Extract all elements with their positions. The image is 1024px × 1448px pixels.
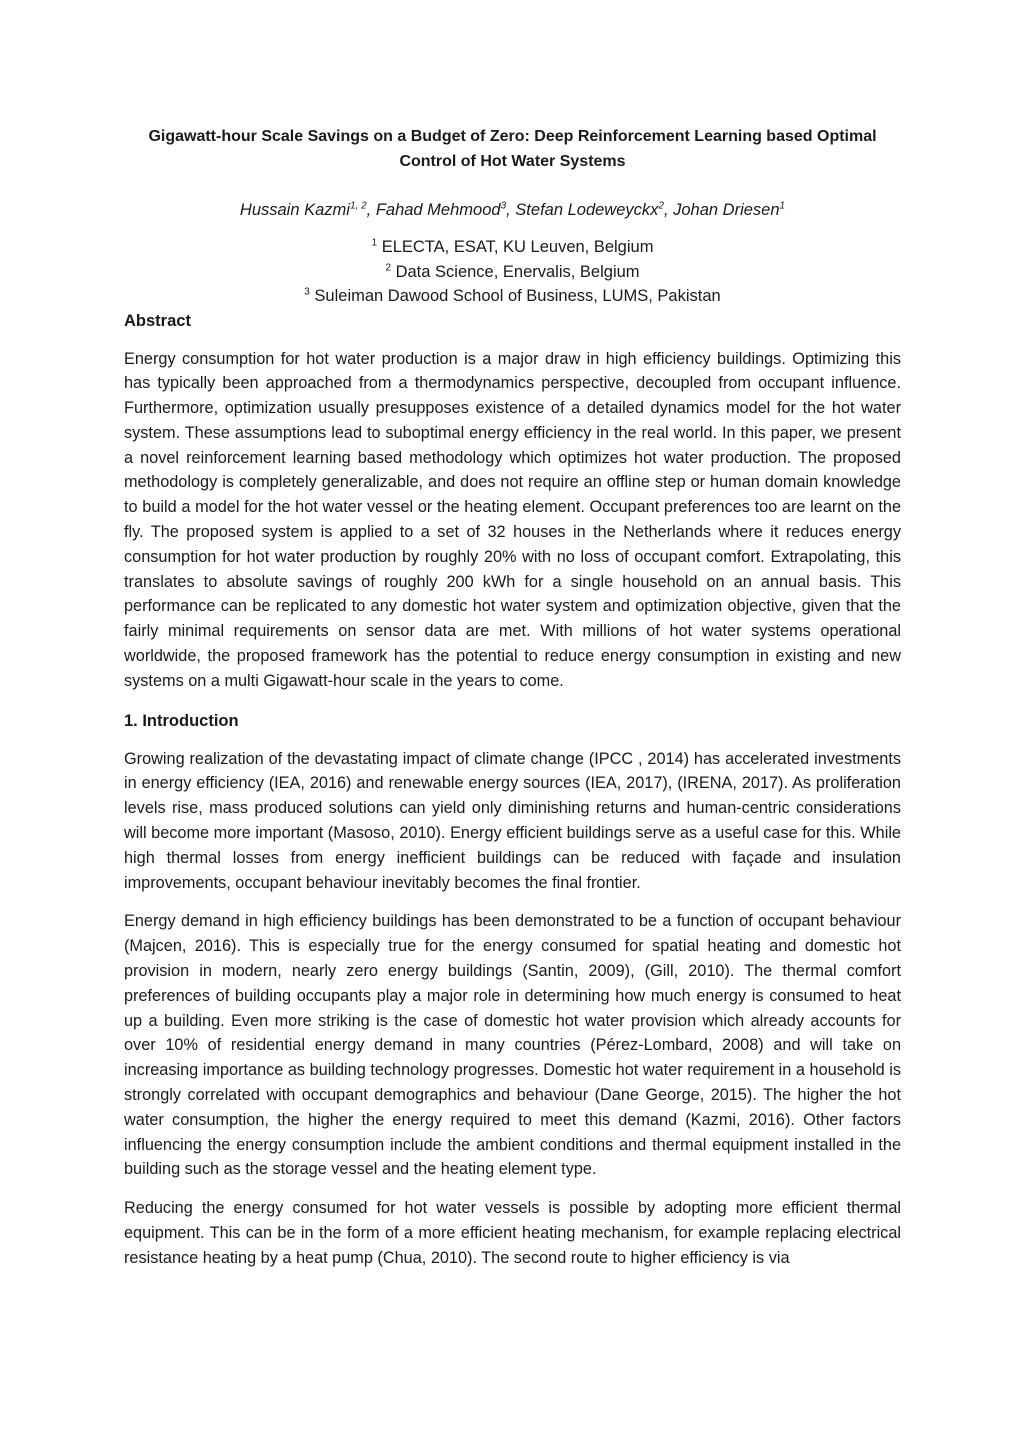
intro-paragraph: Reducing the energy consumed for hot water vessels is possible by adopting more efficient thermal equipment. This can be in the form of a more efficient heating mechanism, for example replacing electrical resistance heating by a heat pump (Chua, 2010). The second route to higher efficiency is via <box>124 1199 901 1267</box>
abstract-heading: Abstract <box>124 311 191 330</box>
intro-paragraph: Energy demand in high efficiency buildings has been demonstrated to be a function of occupant behaviour (Majcen, 2016). This is especially true for the energy consumed for spatial heating and domestic hot provision in modern, nearly zero energy buildings (Santin, 2009), (Gill, 2010). The thermal comfort preferences of building occupants play a major role in determining how much energy is consumed to heat up a building. Even more striking is the case of domestic hot water provision which already accounts for over 10% of residential energy demand in many countries (Pérez-Lombard, 2008) and will take on increasing importance as building technology progresses. Domestic hot water requirement in a household is strongly correlated with occupant demographics and behaviour (Dane George, 2015). The higher the hot water consumption, the higher the energy required to meet this demand (Kazmi, 2016). Other factors influencing the energy consumption include the ambient conditions and thermal equipment installed in the building such as the storage vessel and the heating element type. <box>124 912 901 1179</box>
affiliation-number: 3 <box>304 286 310 298</box>
author-name: Stefan Lodeweyckx <box>515 201 659 219</box>
affiliation-number: 2 <box>385 262 391 273</box>
affiliation <box>124 284 901 309</box>
author-affil-mark: 3 <box>500 200 507 212</box>
introduction-heading: 1. Introduction <box>124 711 239 730</box>
author-affil-mark: 2 <box>658 200 664 212</box>
author-affil-mark: 1, 2 <box>349 200 367 212</box>
paper-page <box>124 124 901 1271</box>
author-name: Fahad Mehmood <box>375 201 501 219</box>
author-name: Johan Driesen <box>673 201 780 219</box>
affiliation <box>124 235 901 260</box>
abstract-text: Energy consumption for hot water production is a major draw in high efficiency buildings. Optimizing this has typically been approached from a thermodynamics perspective, decoupled from occupant influence. Furthermore, optimization usually presupposes existence of a detailed dynamics model for the hot water system. These assumptions lead to suboptimal energy efficiency in the real world. In this paper, we present a novel reinforcement learning based methodology which optimizes hot water production. The proposed methodology is completely generalizable, and does not require an offline step or human domain knowledge to build a model for the hot water vessel or the heating element. Occupant preferences too are learnt on the fly. The proposed system is applied to a set of 32 houses in the Netherlands where it reduces energy consumption for hot water production by roughly 20% with no loss of occupant comfort. Extrapolating, this translates to absolute savings of roughly 200 kWh for a single household on an annual basis. This performance can be replicated to any domestic hot water system and optimization objective, given that the fairly minimal requirements on sensor data are met. With millions of hot water systems operational worldwide, the proposed framework has the potential to reduce energy consumption in existing and new systems on a multi Gigawatt-hour scale in the years to come. <box>124 349 901 690</box>
paper-title: Gigawatt-hour Scale Savings on a Budget of Zero: Deep Reinforcement Learning based Optimal Control of Hot Water Systems <box>148 128 877 170</box>
affiliation-number: 1 <box>371 237 378 249</box>
affiliation <box>124 260 901 285</box>
author-affil-mark: 1 <box>779 200 786 212</box>
intro-paragraph: Growing realization of the devastating impact of climate change (IPCC , 2014) has accelerated investments in energy efficiency (IEA, 2016) and renewable energy sources (IEA, 2017), (IRENA, 2017). As proliferation levels rise, mass produced solutions can yield only diminishing returns and human-centric considerations will become more important (Masoso, 2010). Energy efficient buildings serve as a useful case for this. While high thermal losses from energy inefficient buildings can be reduced with façade and insulation improvements, occupant behaviour inevitably becomes the final frontier. <box>124 749 901 892</box>
affiliation-text: Data Science, Enervalis, Belgium <box>395 262 640 281</box>
author-name: Hussain Kazmi <box>239 201 350 219</box>
affiliation-list <box>124 235 901 309</box>
affiliation-text: ELECTA, ESAT, KU Leuven, Belgium <box>381 238 654 256</box>
affiliation-text: Suleiman Dawood School of Business, LUMS, Pakistan <box>314 287 721 305</box>
author-list: Hussain Kazmi$^{1, 2}$, Fahad Mehmood$^3$, Stefan Lodeweyckx$^2$, Johan Driesen$^1$ <box>239 200 786 219</box>
